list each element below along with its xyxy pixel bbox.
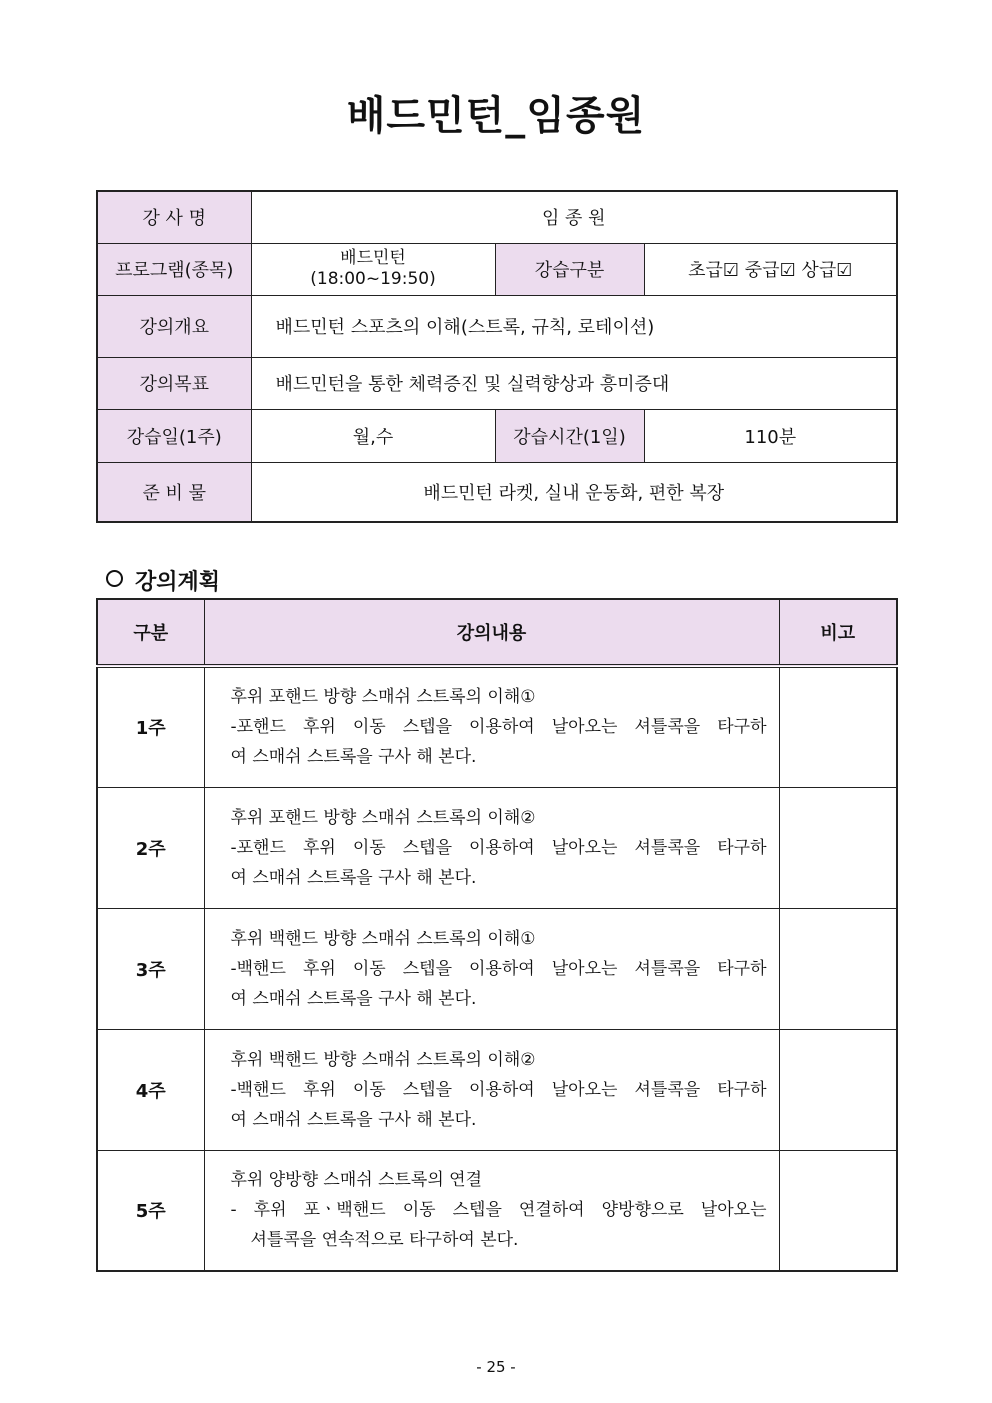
time-value: 110분 — [644, 409, 897, 462]
circle-bullet-icon — [106, 570, 123, 587]
level-value: 초급☑ 중급☑ 상급☑ — [644, 243, 897, 295]
table-row — [97, 787, 897, 908]
lesson-title: 후위 포핸드 방향 스매쉬 스트록의 이해① — [230, 687, 536, 708]
page-number: - 25 - — [476, 1358, 516, 1376]
lesson-detail-cont: 여 스매쉬 스트록을 구사 해 본다. — [230, 988, 477, 1009]
header-week: 구분 — [97, 599, 204, 666]
header-note: 비고 — [779, 599, 897, 666]
overview-value: 배드민턴 스포츠의 이해(스트록, 규칙, 로테이션) — [251, 295, 897, 357]
level-label: 강습구분 — [495, 243, 644, 295]
program-label: 프로그램(종목) — [97, 243, 251, 295]
section-heading — [106, 565, 220, 596]
lesson-content — [204, 908, 779, 1029]
table-row — [97, 908, 897, 1029]
week-label: 2주 — [97, 787, 204, 908]
program-name: 배드민턴 — [340, 248, 406, 268]
lesson-detail: -백핸드 후위 이동 스텝을 이용하여 날아오는 셔틀콕을 타구하 — [230, 1079, 767, 1100]
days-label: 강습일(1주) — [97, 409, 251, 462]
program-value — [251, 243, 495, 295]
lesson-content — [204, 1150, 779, 1271]
days-value: 월,수 — [251, 409, 495, 462]
lesson-detail-cont: 여 스매쉬 스트록을 구사 해 본다. — [230, 1109, 477, 1130]
lesson-title: 후위 백핸드 방향 스매쉬 스트록의 이해① — [230, 928, 536, 949]
goal-value: 배드민턴을 통한 체력증진 및 실력향상과 흥미증대 — [251, 357, 897, 409]
lesson-content — [204, 787, 779, 908]
note-cell — [779, 787, 897, 908]
table-row — [97, 1029, 897, 1150]
lesson-detail: -백핸드 후위 이동 스텝을 이용하여 날아오는 셔틀콕을 타구하 — [230, 958, 767, 979]
section-title: 강의계획 — [135, 570, 221, 595]
lesson-detail-cont: 여 스매쉬 스트록을 구사 해 본다. — [230, 747, 477, 768]
lesson-title: 후위 백핸드 방향 스매쉬 스트록의 이해② — [230, 1049, 536, 1070]
lesson-detail-cont: 셔틀콕을 연속적으로 타구하여 본다. — [250, 1230, 519, 1251]
week-label: 3주 — [97, 908, 204, 1029]
instructor-value: 임 종 원 — [251, 191, 897, 243]
week-label: 5주 — [97, 1150, 204, 1271]
note-cell — [779, 1029, 897, 1150]
time-label: 강습시간(1일) — [495, 409, 644, 462]
table-row — [97, 666, 897, 787]
goal-label: 강의목표 — [97, 357, 251, 409]
note-cell — [779, 666, 897, 787]
lesson-detail: - 후위 포ㆍ백핸드 이동 스텝을 연결하여 양방향으로 날아오는 — [230, 1200, 767, 1221]
lesson-detail: -포핸드 후위 이동 스텝을 이용하여 날아오는 셔틀콕을 타구하 — [230, 717, 767, 738]
lesson-detail-cont: 여 스매쉬 스트록을 구사 해 본다. — [230, 867, 477, 888]
lesson-detail: -포핸드 후위 이동 스텝을 이용하여 날아오는 셔틀콕을 타구하 — [230, 837, 767, 858]
note-cell — [779, 908, 897, 1029]
header-content: 강의내용 — [204, 599, 779, 666]
instructor-label: 강 사 명 — [97, 191, 251, 243]
lesson-content — [204, 666, 779, 787]
lesson-content — [204, 1029, 779, 1150]
lesson-title: 후위 양방향 스매쉬 스트록의 연결 — [230, 1170, 483, 1191]
supplies-label: 준 비 물 — [97, 462, 251, 522]
overview-label: 강의개요 — [97, 295, 251, 357]
note-cell — [779, 1150, 897, 1271]
page-title: 배드민턴_임종원 — [346, 93, 646, 139]
week-label: 1주 — [97, 666, 204, 787]
lesson-title: 후위 포핸드 방향 스매쉬 스트록의 이해② — [230, 807, 536, 828]
supplies-value: 배드민턴 라켓, 실내 운동화, 편한 복장 — [251, 462, 897, 522]
course-info-table — [96, 190, 898, 523]
program-time: (18:00~19:50) — [310, 269, 436, 289]
week-label: 4주 — [97, 1029, 204, 1150]
lesson-plan-table — [96, 598, 898, 1272]
table-row — [97, 1150, 897, 1271]
